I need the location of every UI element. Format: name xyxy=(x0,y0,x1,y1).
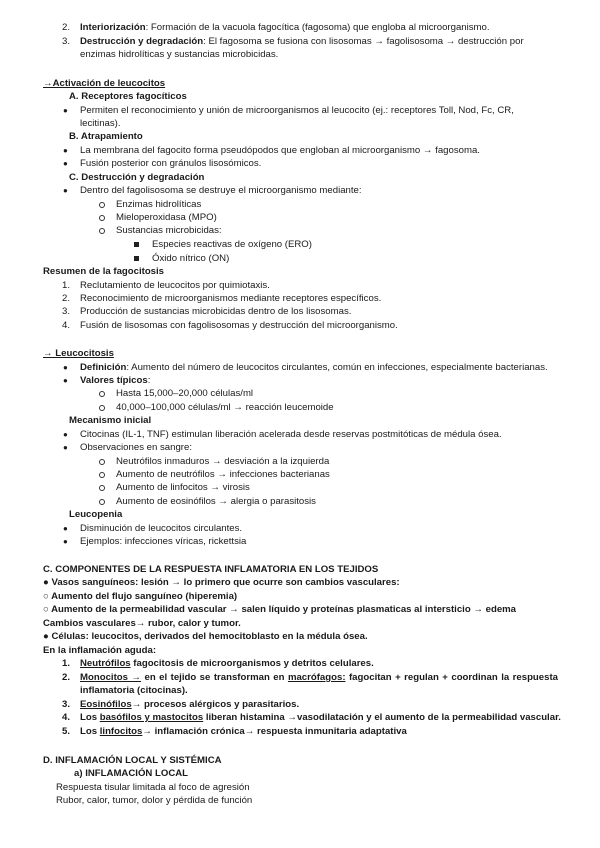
section-heading: D. INFLAMACIÓN LOCAL Y SISTÉMICA xyxy=(43,755,222,766)
summary-title: Resumen de la fagocitosis xyxy=(43,266,165,277)
bullet-icon: ● xyxy=(63,146,68,155)
phase-destruccion-cont: enzimas hidrolíticas y sustancias microbicidas. xyxy=(80,49,279,60)
square-bullet-icon xyxy=(134,256,139,261)
section-heading: → Leucocitosis xyxy=(43,348,114,359)
summary-item: Fusión de lisosomas con fagolisosomas y destrucción del microorganismo. xyxy=(80,320,398,331)
flow-line: ○ Aumento del flujo sanguíneo (hiperemia) xyxy=(43,591,238,602)
list-number: 1. xyxy=(62,280,71,291)
bullet-icon: ● xyxy=(63,106,68,115)
list-item: Fusión posterior con gránulos lisosómicos. xyxy=(80,158,262,169)
list-item: Ejemplos: infecciones víricas, rickettsia xyxy=(80,536,247,547)
list-number: 5. xyxy=(62,726,71,737)
sub-sub-item: Óxido nítrico (ON) xyxy=(152,253,230,264)
circle-bullet-icon xyxy=(99,228,105,234)
circle-bullet-icon xyxy=(99,499,105,505)
circle-bullet-icon xyxy=(99,459,105,465)
list-item: Dentro del fagolisosoma se destruye el microorganismo mediante: xyxy=(80,185,362,196)
square-bullet-icon xyxy=(134,242,139,247)
subsection-title: Leucopenia xyxy=(69,509,123,520)
sub-item: Enzimas hidrolíticas xyxy=(116,199,202,210)
bullet-icon: ● xyxy=(63,376,68,385)
subsection-title: Mecanismo inicial xyxy=(69,415,152,426)
sub-sub-item: Especies reactivas de oxígeno (ERO) xyxy=(152,239,312,250)
circle-bullet-icon xyxy=(99,485,105,491)
subsection-title: a) INFLAMACIÓN LOCAL xyxy=(74,768,189,779)
acute-intro: En la inflamación aguda: xyxy=(43,645,157,656)
vascular-changes: Cambios vasculares→ rubor, calor y tumor. xyxy=(43,618,241,629)
local-line: Rubor, calor, tumor, dolor y pérdida de función xyxy=(56,795,253,806)
bullet-icon: ● xyxy=(63,443,68,452)
sub-item: Sustancias microbicidas: xyxy=(116,225,222,236)
subsection-title: C. Destrucción y degradación xyxy=(69,172,205,183)
bullet-icon: ● xyxy=(63,363,68,372)
phase-interiorizacion: Interiorización: Formación de la vacuola fagocítica (fagosoma) que engloba al microorganismo. xyxy=(80,22,490,33)
list-item: Permiten el reconocimiento y unión de microorganismos al leucocito (ej.: receptores Toll, Nod, Fc, CR, xyxy=(80,105,514,116)
sub-item: Aumento de neutrófilos → infecciones bacterianas xyxy=(116,469,330,480)
summary-item: Reclutamiento de leucocitos por quimiotaxis. xyxy=(80,280,270,291)
sub-item: 40,000–100,000 células/ml → reacción leucemoide xyxy=(116,402,334,413)
bullet-icon: ● xyxy=(63,159,68,168)
circle-bullet-icon xyxy=(99,202,105,208)
sub-item: Neutrófilos inmaduros → desviación a la izquierda xyxy=(116,456,330,467)
list-number: 4. xyxy=(62,712,71,723)
permeability-line: ○ Aumento de la permeabilidad vascular → salen líquido y proteínas plasmaticas al intersticio → edema xyxy=(43,604,517,615)
list-number: 3. xyxy=(62,36,71,47)
list-item: Citocinas (IL-1, TNF) estimulan liberación acelerada desde reservas postmitóticas de médula ósea. xyxy=(80,429,502,440)
cell-item-neutrofilos: Neutrófilos fagocitosis de microorganismos y detritos celulares. xyxy=(80,658,374,669)
circle-bullet-icon xyxy=(99,405,105,411)
subsection-title: A. Receptores fagocíticos xyxy=(69,91,187,102)
list-number: 2. xyxy=(62,672,71,683)
local-line: Respuesta tisular limitada al foco de agresión xyxy=(56,782,250,793)
list-number: 2. xyxy=(62,22,71,33)
list-number: 4. xyxy=(62,320,71,331)
phase-destruccion: Destrucción y degradación: El fagosoma se fusiona con lisosomas → fagolisosoma → destrucción por xyxy=(80,36,524,47)
vessels-line: ● Vasos sanguíneos: lesión → lo primero que ocurre son cambios vasculares: xyxy=(43,577,400,588)
circle-bullet-icon xyxy=(99,472,105,478)
list-item: La membrana del fagocito forma pseudópodos que engloban al microorganismo → fagosoma. xyxy=(80,145,480,156)
circle-bullet-icon xyxy=(99,215,105,221)
subsection-title: B. Atrapamiento xyxy=(69,131,143,142)
cell-item-monocitos-cont: inflamatoria (citocinas). xyxy=(80,685,188,696)
cell-item-eosinofilos: Eosinófilos→ procesos alérgicos y parasitarios. xyxy=(80,699,300,710)
bullet-icon: ● xyxy=(63,430,68,439)
typical-values: Valores típicos: xyxy=(80,375,151,386)
sub-item: Aumento de linfocitos → virosis xyxy=(116,482,250,493)
section-heading: →Activación de leucocitos xyxy=(43,78,166,89)
bullet-icon: ● xyxy=(63,186,68,195)
cells-line: ● Células: leucocitos, derivados del hemocitoblasto en la médula ósea. xyxy=(43,631,368,642)
sub-item: Aumento de eosinófilos → alergia o parasitosis xyxy=(116,496,316,507)
cell-item-linfocitos: Los linfocitos→ inflamación crónica→ respuesta inmunitaria adaptativa xyxy=(80,726,407,737)
list-number: 3. xyxy=(62,699,71,710)
sub-item: Hasta 15,000–20,000 células/ml xyxy=(116,388,254,399)
list-item: Disminución de leucocitos circulantes. xyxy=(80,523,243,534)
list-item-cont: lecitinas). xyxy=(80,118,121,129)
list-number: 2. xyxy=(62,293,71,304)
summary-item: Producción de sustancias microbicidas dentro de los lisosomas. xyxy=(80,306,352,317)
summary-item: Reconocimiento de microorganismos mediante receptores específicos. xyxy=(80,293,382,304)
definition: Definición: Aumento del número de leucocitos circulantes, común en infecciones, especialmente bacterianas. xyxy=(80,362,548,373)
list-item: Observaciones en sangre: xyxy=(80,442,192,453)
cell-item-basofilos: Los basófilos y mastocitos liberan histamina →vasodilatación y el aumento de la permeabilidad vascular. xyxy=(80,712,561,723)
bullet-icon: ● xyxy=(63,524,68,533)
section-heading: C. COMPONENTES DE LA RESPUESTA INFLAMATORIA EN LOS TEJIDOS xyxy=(43,564,379,575)
cell-item-monocitos: Monocitos → en el tejido se transforman en macrófagos: fagocitan + regulan + coordinan la respuesta xyxy=(80,672,558,683)
bullet-icon: ● xyxy=(63,537,68,546)
list-number: 3. xyxy=(62,306,71,317)
sub-item: Mieloperoxidasa (MPO) xyxy=(116,212,217,223)
list-number: 1. xyxy=(62,658,71,669)
circle-bullet-icon xyxy=(99,391,105,397)
